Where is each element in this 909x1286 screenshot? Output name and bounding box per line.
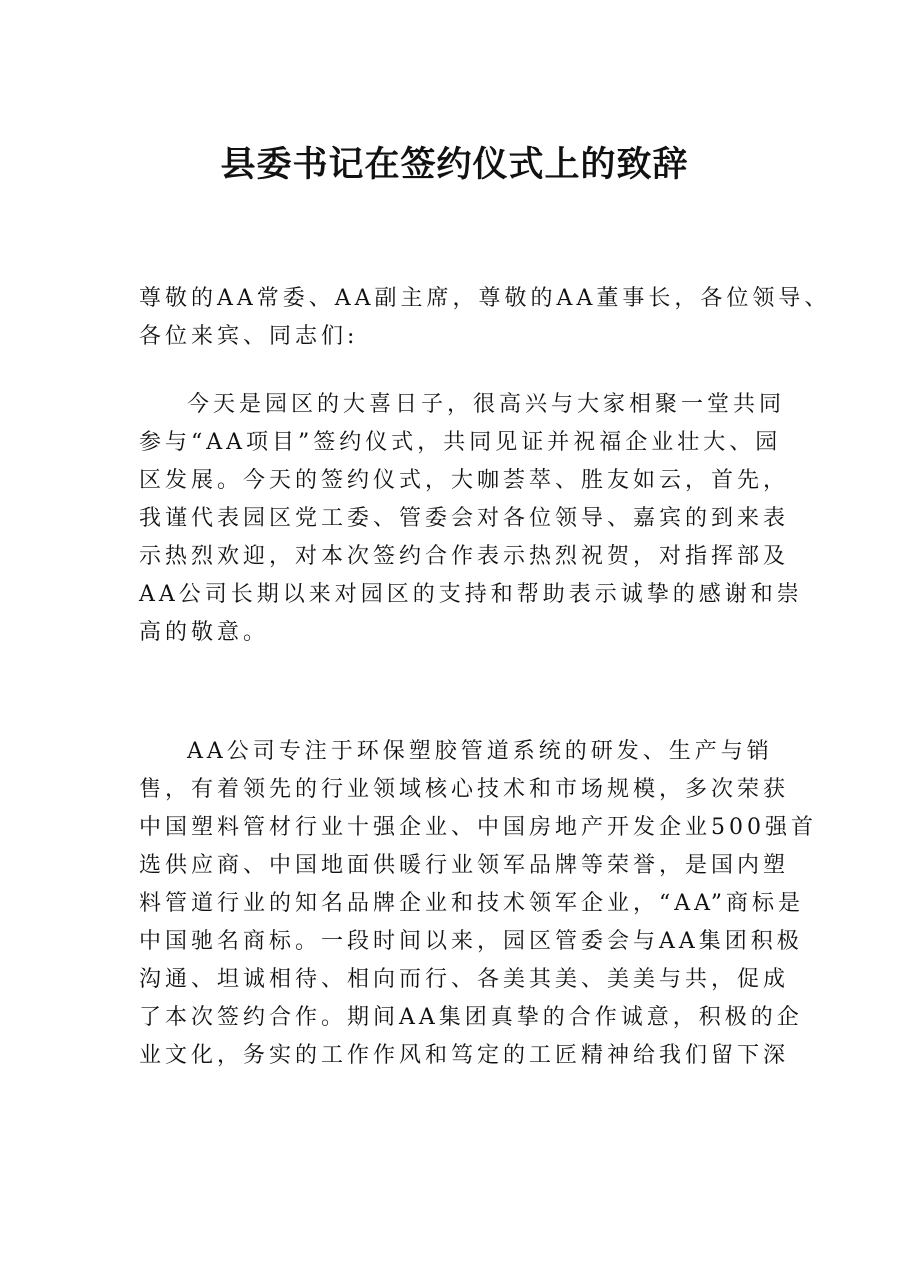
paragraph-line: AA公司长期以来对园区的支持和帮助表示诚挚的感谢和崇 — [139, 582, 803, 607]
paragraph-line: 我谨代表园区党工委、管委会对各位领导、嘉宾的到来表 — [139, 506, 790, 531]
paragraph-line: 沟通、坦诚相待、相向而行、各美其美、美美与共，促成 — [139, 967, 790, 992]
paragraph-line: 区发展。今天的签约仪式，大咖荟萃、胜友如云，首先， — [139, 468, 790, 493]
paragraph-line: 中国驰名商标。一段时间以来，园区管委会与AA集团积极 — [139, 929, 803, 954]
salutation-line: 各位来宾、同志们: — [139, 324, 359, 349]
paragraph-line: 中国塑料管材行业十强企业、中国房地产开发企业500强首 — [139, 815, 817, 840]
paragraph-line: 业文化，务实的工作作风和笃定的工匠精神给我们留下深 — [139, 1043, 790, 1068]
paragraph-line: 选供应商、中国地面供暖行业领军品牌等荣誉，是国内塑 — [139, 853, 790, 878]
paragraph-line: 今天是园区的大喜日子，很高兴与大家相聚一堂共同 — [187, 392, 786, 417]
salutation-line: 尊敬的AA常委、AA副主席，尊敬的AA董事长，各位领导、 — [139, 286, 831, 311]
paragraph-1 — [139, 386, 803, 652]
paragraph-line: 了本次签约合作。期间AA集团真挚的合作诚意，积极的企 — [139, 1005, 803, 1030]
paragraph-line: 高的敬意。 — [139, 620, 270, 645]
paragraph-line: 示热烈欢迎，对本次签约合作表示热烈祝贺，对指挥部及 — [139, 544, 790, 569]
document-title: 县委书记在签约仪式上的致辞 — [220, 144, 689, 185]
paragraph-line: 参与“AA项目”签约仪式，共同见证并祝福企业壮大、园 — [139, 430, 782, 455]
salutation — [139, 280, 831, 356]
paragraph-line: AA公司专注于环保塑胶管道系统的研发、生产与销 — [187, 739, 773, 764]
paragraph-line: 料管道行业的知名品牌企业和技术领军企业，“AA”商标是 — [139, 891, 805, 916]
paragraph-2 — [139, 733, 817, 1075]
paragraph-line: 售，有着领先的行业领域核心技术和市场规模，多次荣获 — [139, 777, 790, 802]
